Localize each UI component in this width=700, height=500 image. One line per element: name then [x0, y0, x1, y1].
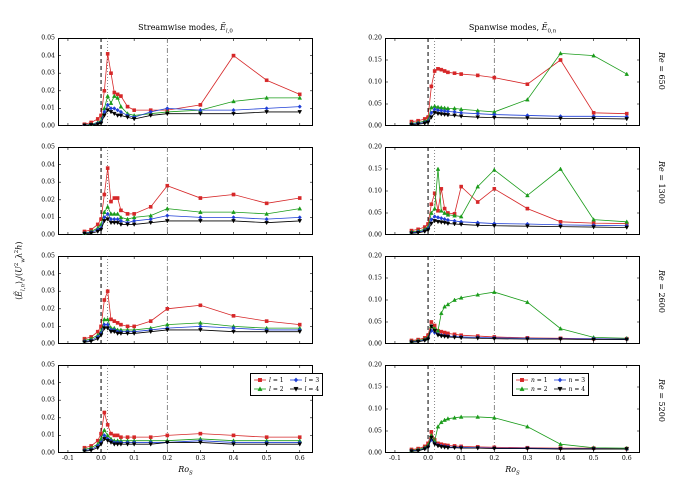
- column-title: Streamwise modes, Ẽ$_{l,0}$: [138, 23, 233, 35]
- x-tick-label: 0.4: [228, 455, 239, 462]
- x-tick-label: 0.3: [195, 455, 206, 462]
- plot-canvas: [58, 256, 313, 344]
- y-tick-label: 0.15: [368, 165, 382, 173]
- x-tick-label: 0.2: [489, 455, 500, 462]
- legend-entry: [516, 376, 548, 384]
- y-tick-label: 0.20: [368, 361, 382, 369]
- series-line: [84, 214, 299, 233]
- y-tick-label: 0.00: [368, 449, 382, 457]
- x-tick-label: 0.2: [162, 455, 173, 462]
- y-tick-label: 0.03: [41, 396, 55, 404]
- y-tick-label: 0.20: [368, 34, 382, 42]
- y-tick-label: 0.15: [368, 56, 382, 64]
- y-tick-label: 0.01: [41, 104, 55, 112]
- plot-panel-row3-left: [41, 252, 313, 348]
- y-tick-label: 0.05: [41, 34, 55, 42]
- x-tick-label: 0.3: [522, 455, 533, 462]
- y-tick-label: 0.04: [41, 379, 55, 387]
- legend-entry: [254, 376, 284, 384]
- legend-label: n = 1: [531, 376, 548, 384]
- y-tick-label: 0.05: [41, 361, 55, 369]
- y-tick-label: 0.00: [368, 231, 382, 239]
- legend-streamwise: [250, 373, 323, 396]
- plot-panel-row1-left: [41, 23, 313, 130]
- row-label-re: Re = 650: [657, 52, 666, 90]
- y-tick-label: 0.02: [41, 414, 55, 422]
- legend-label: n = 2: [531, 385, 548, 393]
- x-tick-label: 0.4: [555, 455, 566, 462]
- legend-entry: [254, 385, 284, 393]
- legend-entry: [554, 385, 586, 393]
- plot-panel-row2-left: [41, 143, 313, 239]
- y-tick-label: 0.05: [368, 209, 382, 217]
- y-tick-label: 0.20: [368, 252, 382, 260]
- y-tick-label: 0.15: [368, 274, 382, 282]
- legend-label: l = 2: [269, 385, 284, 393]
- column-title: Spanwise modes, Ẽ$_{0,n}$: [468, 23, 557, 35]
- y-tick-label: 0.05: [41, 143, 55, 151]
- x-tick-label: 0.6: [621, 455, 632, 462]
- row-label-re: Re = 2600: [657, 270, 666, 313]
- y-tick-label: 0.01: [41, 213, 55, 221]
- legend-entry: [516, 385, 548, 393]
- legend-label: n = 4: [568, 385, 586, 393]
- y-tick-label: 0.01: [41, 322, 55, 330]
- legend-entry: [290, 385, 320, 393]
- legend-label: n = 3: [568, 376, 586, 384]
- legend-label: l = 1: [269, 376, 284, 384]
- y-tick-label: 0.00: [368, 340, 382, 348]
- y-tick-label: 0.04: [41, 161, 55, 169]
- plot-panel-row1-right: [368, 23, 666, 130]
- y-tick-label: 0.03: [41, 287, 55, 295]
- y-tick-label: 0.01: [41, 431, 55, 439]
- y-tick-label: 0.02: [41, 87, 55, 95]
- y-tick-label: 0.05: [41, 252, 55, 260]
- x-tick-label: 0.5: [588, 455, 599, 462]
- x-tick-label: 0.6: [294, 455, 305, 462]
- legend-entry: [290, 376, 320, 384]
- legend-spanwise: [512, 373, 589, 396]
- series-line: [84, 430, 299, 449]
- plot-canvas: [385, 256, 640, 344]
- x-tick-label: -0.1: [388, 455, 401, 462]
- plot-panel-row2-right: [368, 143, 666, 239]
- y-tick-label: 0.05: [368, 318, 382, 326]
- x-axis-label: $Ro_S$: [178, 465, 193, 477]
- row-label-re: Re = 5200: [657, 379, 666, 422]
- x-tick-label: 0.0: [423, 455, 433, 462]
- x-tick-label: 0.5: [261, 455, 272, 462]
- plot-canvas: [385, 38, 640, 126]
- y-tick-label: 0.02: [41, 305, 55, 313]
- y-tick-label: 0.05: [368, 100, 382, 108]
- y-tick-label: 0.04: [41, 52, 55, 60]
- row-label-re: Re = 1300: [657, 161, 666, 204]
- plot-canvas: [58, 38, 313, 126]
- y-tick-label: 0.00: [41, 122, 55, 130]
- plot-panel-row3-right: [368, 252, 666, 348]
- x-tick-label: 0.0: [96, 455, 106, 462]
- y-axis-label: $⟨Ẽ_{l,n}⟩_t/(U^2_w\lambda^2h)$: [14, 241, 27, 300]
- y-tick-label: 0.02: [41, 196, 55, 204]
- x-tick-label: 0.1: [456, 455, 467, 462]
- y-tick-label: 0.00: [41, 231, 55, 239]
- y-tick-label: 0.10: [368, 296, 382, 304]
- legend-label: l = 4: [304, 385, 320, 393]
- y-tick-label: 0.10: [368, 187, 382, 195]
- y-tick-label: 0.00: [41, 340, 55, 348]
- y-tick-label: 0.00: [368, 122, 382, 130]
- y-tick-label: 0.03: [41, 69, 55, 77]
- legend-entry: [554, 376, 586, 384]
- y-tick-label: 0.05: [368, 427, 382, 435]
- y-tick-label: 0.15: [368, 383, 382, 391]
- y-tick-label: 0.03: [41, 178, 55, 186]
- legend-label: l = 3: [304, 376, 320, 384]
- y-tick-label: 0.04: [41, 270, 55, 278]
- y-tick-label: 0.00: [41, 449, 55, 457]
- plot-canvas: [385, 147, 640, 235]
- plot-canvas: [58, 147, 313, 235]
- y-tick-label: 0.10: [368, 78, 382, 86]
- x-tick-label: -0.1: [61, 455, 74, 462]
- y-tick-label: 0.20: [368, 143, 382, 151]
- x-axis-label: $Ro_S$: [505, 465, 520, 477]
- x-tick-label: 0.1: [129, 455, 140, 462]
- y-tick-label: 0.10: [368, 405, 382, 413]
